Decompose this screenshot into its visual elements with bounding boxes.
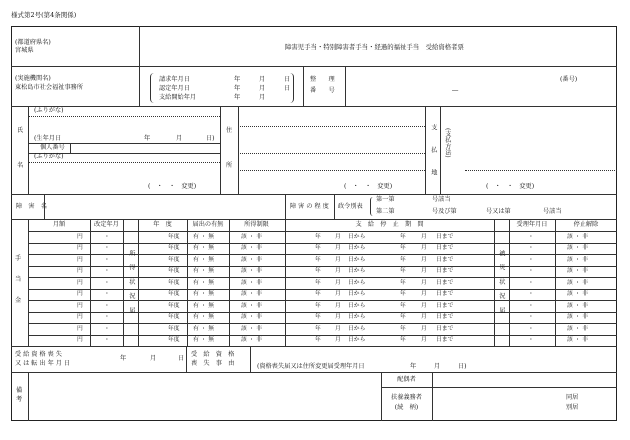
row-yen: 円 <box>77 325 83 332</box>
divider <box>285 194 286 219</box>
row-until-day: 日まで <box>436 314 454 320</box>
divider <box>229 219 230 346</box>
divider <box>334 194 335 219</box>
row-nendo: 年度 <box>168 245 180 251</box>
divider <box>345 66 346 106</box>
dependent-label-1: 扶養義務者 <box>391 394 422 401</box>
row-revision-dot: ・ <box>104 291 110 297</box>
row-until-month: 月 <box>421 337 427 343</box>
row-received-dot: ・ <box>528 256 534 263</box>
row-from-day: 日から <box>348 314 366 320</box>
divider <box>28 106 29 194</box>
jusho-label-1: 住 <box>226 127 233 134</box>
divider <box>28 277 617 278</box>
divider <box>238 153 425 154</box>
row-cancel: 該 ・ 非 <box>567 291 589 297</box>
row-received-dot: ・ <box>528 279 534 286</box>
row-from-day: 日から <box>348 291 366 297</box>
row-from-year: 年 <box>315 314 321 320</box>
agency-value: 東松島市社会福祉事務所 <box>15 84 84 91</box>
shiharai-label: 支 払 地 <box>429 124 437 180</box>
row-from-year: 年 <box>315 302 321 309</box>
row-submitted: 有 ・ 無 <box>193 245 215 251</box>
row-revision-dot: ・ <box>104 314 110 320</box>
divider <box>28 300 617 301</box>
divider <box>285 219 286 346</box>
row-from-day: 日から <box>348 325 366 332</box>
furigana-label-2: (ふりがな) <box>34 153 64 160</box>
row-from-day: 日から <box>348 279 366 286</box>
divider <box>186 346 187 372</box>
agency-label: (実施機関名) <box>15 75 51 82</box>
row-until-month: 月 <box>421 233 427 240</box>
row-nendo: 年度 <box>168 268 180 274</box>
divider <box>28 162 220 163</box>
header-month-amount: 月額 <box>52 221 66 228</box>
row-until-year: 年 <box>400 279 406 286</box>
row-from-month: 月 <box>335 302 341 309</box>
row-from-month: 月 <box>335 314 341 320</box>
row-from-day: 日から <box>348 337 366 343</box>
number-label: (番号) <box>560 76 578 83</box>
row-until-year: 年 <box>400 325 406 332</box>
row-income-limit: 該 ・ 非 <box>241 325 263 332</box>
address-change-label: (資格喪失届又は住所変更届受理年月日 <box>257 363 365 370</box>
divider <box>250 346 251 372</box>
header-fiscal-year: 年 度 <box>153 221 172 228</box>
row-nendo: 年度 <box>168 337 180 343</box>
divider <box>440 106 441 194</box>
row-until-year: 年 <box>400 268 406 274</box>
row-until-day: 日まで <box>436 337 454 343</box>
row-yen: 円 <box>77 245 83 251</box>
row-yen: 円 <box>77 337 83 343</box>
divider <box>28 266 617 267</box>
divider <box>28 116 220 117</box>
row-from-day: 日から <box>348 302 366 309</box>
row-received-dot: ・ <box>528 302 534 309</box>
divider <box>28 335 617 336</box>
prefecture-label: (都道府県名) <box>15 39 51 46</box>
divider <box>509 219 510 346</box>
income-label: 所得状況届 <box>127 250 135 321</box>
divider <box>138 219 139 346</box>
row-from-month: 月 <box>335 245 341 251</box>
row-nendo: 年度 <box>168 233 180 240</box>
row-received-dot: ・ <box>528 245 534 251</box>
row-cancel: 該 ・ 非 <box>567 314 589 320</box>
row-from-month: 月 <box>335 256 341 263</box>
row-nendo: 年度 <box>168 314 180 320</box>
reason-label-1: 受 給 資 格 <box>191 351 235 358</box>
row-until-day: 日まで <box>436 256 454 263</box>
class1-label: 第一第 <box>376 196 395 203</box>
row-cancel: 該 ・ 非 <box>567 302 589 309</box>
divider <box>11 194 617 195</box>
divider <box>44 194 45 219</box>
row-cancel: 該 ・ 非 <box>567 256 589 263</box>
row-until-month: 月 <box>421 279 427 286</box>
table-label: 政令別表 <box>338 203 363 210</box>
row-yen: 円 <box>77 233 83 240</box>
row-revision-dot: ・ <box>104 233 110 240</box>
status-label: 被災状況届 <box>497 250 505 321</box>
row-revision-dot: ・ <box>104 337 110 343</box>
document-title: 障害児手当・特別障害者手当・経過的福祉手当 受給資格者票 <box>285 43 464 51</box>
row-cancel: 該 ・ 非 <box>567 279 589 286</box>
divider <box>11 106 617 107</box>
row-from-year: 年 <box>315 291 321 297</box>
row-income-limit: 該 ・ 非 <box>241 337 263 343</box>
row-revision-dot: ・ <box>104 279 110 286</box>
jusho-label-2: 所 <box>226 162 233 169</box>
row-cancel: 該 ・ 非 <box>567 245 589 251</box>
divider <box>425 106 426 194</box>
row-income-limit: 該 ・ 非 <box>241 256 263 263</box>
row-from-month: 月 <box>335 337 341 343</box>
birth-label: (生年月日 <box>34 135 62 142</box>
divider <box>70 143 71 153</box>
row-yen: 円 <box>77 268 83 274</box>
row-from-year: 年 <box>315 256 321 263</box>
divider <box>11 372 617 373</box>
row-yen: 円 <box>77 291 83 297</box>
divider <box>28 231 617 232</box>
row-revision-dot: ・ <box>104 245 110 251</box>
row-received-dot: ・ <box>528 268 534 274</box>
table-left-label: 手 <box>15 255 22 262</box>
row-income-limit: 該 ・ 非 <box>241 279 263 286</box>
row-from-month: 月 <box>335 279 341 286</box>
row-until-day: 日まで <box>436 279 454 286</box>
row-received-dot: ・ <box>528 291 534 297</box>
form-title: 様式第2号(第4条関係) <box>11 11 77 19</box>
row-cancel: 該 ・ 非 <box>567 325 589 332</box>
row-until-year: 年 <box>400 314 406 320</box>
row-income-limit: 該 ・ 非 <box>241 268 263 274</box>
row-until-year: 年 <box>400 245 406 251</box>
divider <box>432 372 433 421</box>
approval-date-label: 認定年月日 <box>159 85 190 92</box>
divider <box>90 219 91 346</box>
divider <box>187 219 188 346</box>
row-from-year: 年 <box>315 233 321 240</box>
row-until-day: 日まで <box>436 302 454 309</box>
divider <box>11 346 617 347</box>
class2-label: 第二第 <box>376 208 395 215</box>
prefecture-value: 宮城県 <box>15 47 34 54</box>
row-from-day: 日から <box>348 245 366 251</box>
row-until-month: 月 <box>421 291 427 297</box>
divider <box>238 106 239 194</box>
row-submitted: 有 ・ 無 <box>193 314 215 320</box>
row-until-year: 年 <box>400 233 406 240</box>
row-received-dot: ・ <box>528 325 534 332</box>
divider <box>28 323 617 324</box>
divider <box>465 170 617 171</box>
divider <box>28 372 29 421</box>
row-revision-dot: ・ <box>104 302 110 309</box>
row-income-limit: 該 ・ 非 <box>241 245 263 251</box>
divider <box>28 254 617 255</box>
disability-name-label: 障 害 名 <box>16 203 47 210</box>
row-until-month: 月 <box>421 325 427 332</box>
row-nendo: 年度 <box>168 256 180 263</box>
row-received-dot: ・ <box>528 337 534 343</box>
divider <box>123 219 124 346</box>
row-income-limit: 該 ・ 非 <box>241 233 263 240</box>
header-submitted: 届出の有無 <box>192 221 224 228</box>
row-nendo: 年度 <box>168 291 180 297</box>
divider <box>28 219 29 346</box>
row-until-month: 月 <box>421 302 427 309</box>
row-submitted: 有 ・ 無 <box>193 302 215 309</box>
row-until-year: 年 <box>400 291 406 297</box>
row-cancel: 該 ・ 非 <box>567 268 589 274</box>
row-received-dot: ・ <box>528 233 534 240</box>
row-submitted: 有 ・ 無 <box>193 268 215 274</box>
row-yen: 円 <box>77 314 83 320</box>
row-until-month: 月 <box>421 268 427 274</box>
furigana-label: (ふりがな) <box>34 107 64 114</box>
divider <box>381 387 617 388</box>
row-revision-dot: ・ <box>104 325 110 332</box>
reason-label-2: 喪 失 事 由 <box>191 360 235 367</box>
row-from-month: 月 <box>335 268 341 274</box>
divider <box>494 219 495 346</box>
row-from-year: 年 <box>315 279 321 286</box>
row-yen: 円 <box>77 279 83 286</box>
header-suspension: 支 給 停 止 期 間 <box>355 221 424 228</box>
row-yen: 円 <box>77 256 83 263</box>
row-from-year: 年 <box>315 268 321 274</box>
row-cancel: 該 ・ 非 <box>567 337 589 343</box>
row-until-year: 年 <box>400 256 406 263</box>
row-until-month: 月 <box>421 245 427 251</box>
row-submitted: 有 ・ 無 <box>193 337 215 343</box>
remarks-label-1: 備 <box>16 387 23 394</box>
divider <box>11 66 617 67</box>
name-change: ( ・ ・ 変更) <box>148 183 197 190</box>
row-revision-dot: ・ <box>104 268 110 274</box>
row-from-day: 日から <box>348 256 366 263</box>
payment-start-label: 支給開始年月 <box>159 94 197 101</box>
row-nendo: 年度 <box>168 325 180 332</box>
divider <box>28 312 617 313</box>
row-from-year: 年 <box>315 337 321 343</box>
divider <box>238 126 425 127</box>
kojin-bango-label: 個人番号 <box>40 144 65 151</box>
divider <box>303 66 304 106</box>
row-income-limit: 該 ・ 非 <box>241 302 263 309</box>
row-from-day: 日から <box>348 268 366 274</box>
row-from-day: 日から <box>348 233 366 240</box>
row-from-year: 年 <box>315 245 321 251</box>
row-until-year: 年 <box>400 302 406 309</box>
header-revision: 改定年月 <box>94 221 119 228</box>
row-until-day: 日まで <box>436 325 454 332</box>
divider <box>28 243 617 244</box>
shi-label: 氏 <box>17 127 24 134</box>
row-submitted: 有 ・ 無 <box>193 291 215 297</box>
cohabit-label: 同居 <box>566 394 579 401</box>
number-value: ― <box>452 87 459 94</box>
row-submitted: 有 ・ 無 <box>193 279 215 286</box>
loss-label-2: 又 は 転 出 年 月 日 <box>15 360 71 367</box>
class-bracket <box>370 197 375 216</box>
row-income-limit: 該 ・ 非 <box>241 291 263 297</box>
divider <box>28 289 617 290</box>
row-from-month: 月 <box>335 233 341 240</box>
row-until-day: 日まで <box>436 291 454 297</box>
row-received-dot: ・ <box>528 314 534 320</box>
row-nendo: 年度 <box>168 279 180 286</box>
row-until-day: 日まで <box>436 233 454 240</box>
spouse-label: 配偶者 <box>397 376 416 383</box>
row-submitted: 有 ・ 無 <box>193 233 215 240</box>
header-cancel: 停止解除 <box>573 221 599 228</box>
row-revision-dot: ・ <box>104 256 110 263</box>
header-received: 受理年月日 <box>516 221 548 228</box>
separate-label: 別居 <box>566 404 579 411</box>
row-until-month: 月 <box>421 314 427 320</box>
loss-label-1: 受 給 資 格 喪 失 <box>15 351 62 358</box>
seiri-label: 整 理 <box>310 76 335 83</box>
row-submitted: 有 ・ 無 <box>193 325 215 332</box>
header-income-limit: 所得制限 <box>244 221 269 228</box>
divider <box>555 219 556 346</box>
row-from-year: 年 <box>315 325 321 332</box>
divider <box>11 219 617 220</box>
row-cancel: 該 ・ 非 <box>567 233 589 240</box>
degree-label: 障 害 の 程 度 <box>290 203 329 210</box>
address-change: ( ・ ・ 変更) <box>344 183 393 190</box>
dependent-label-2: (続 柄) <box>394 404 419 411</box>
shiharai-method: (支払方法) <box>443 128 451 158</box>
row-until-year: 年 <box>400 337 406 343</box>
payment-change: ( ・ ・ 変更) <box>486 183 535 190</box>
row-yen: 円 <box>77 302 83 309</box>
row-from-month: 月 <box>335 325 341 332</box>
bango-label: 番 号 <box>310 87 335 94</box>
row-nendo: 年度 <box>168 302 180 309</box>
row-until-month: 月 <box>421 256 427 263</box>
row-until-day: 日まで <box>436 245 454 251</box>
row-income-limit: 該 ・ 非 <box>241 314 263 320</box>
row-until-day: 日まで <box>436 268 454 274</box>
row-from-month: 月 <box>335 291 341 297</box>
divider <box>220 106 221 194</box>
divider <box>238 170 425 171</box>
remarks-label-2: 考 <box>16 396 23 403</box>
na-label: 名 <box>17 162 24 169</box>
row-submitted: 有 ・ 無 <box>193 256 215 263</box>
request-date-label: 請求年月日 <box>159 76 190 83</box>
